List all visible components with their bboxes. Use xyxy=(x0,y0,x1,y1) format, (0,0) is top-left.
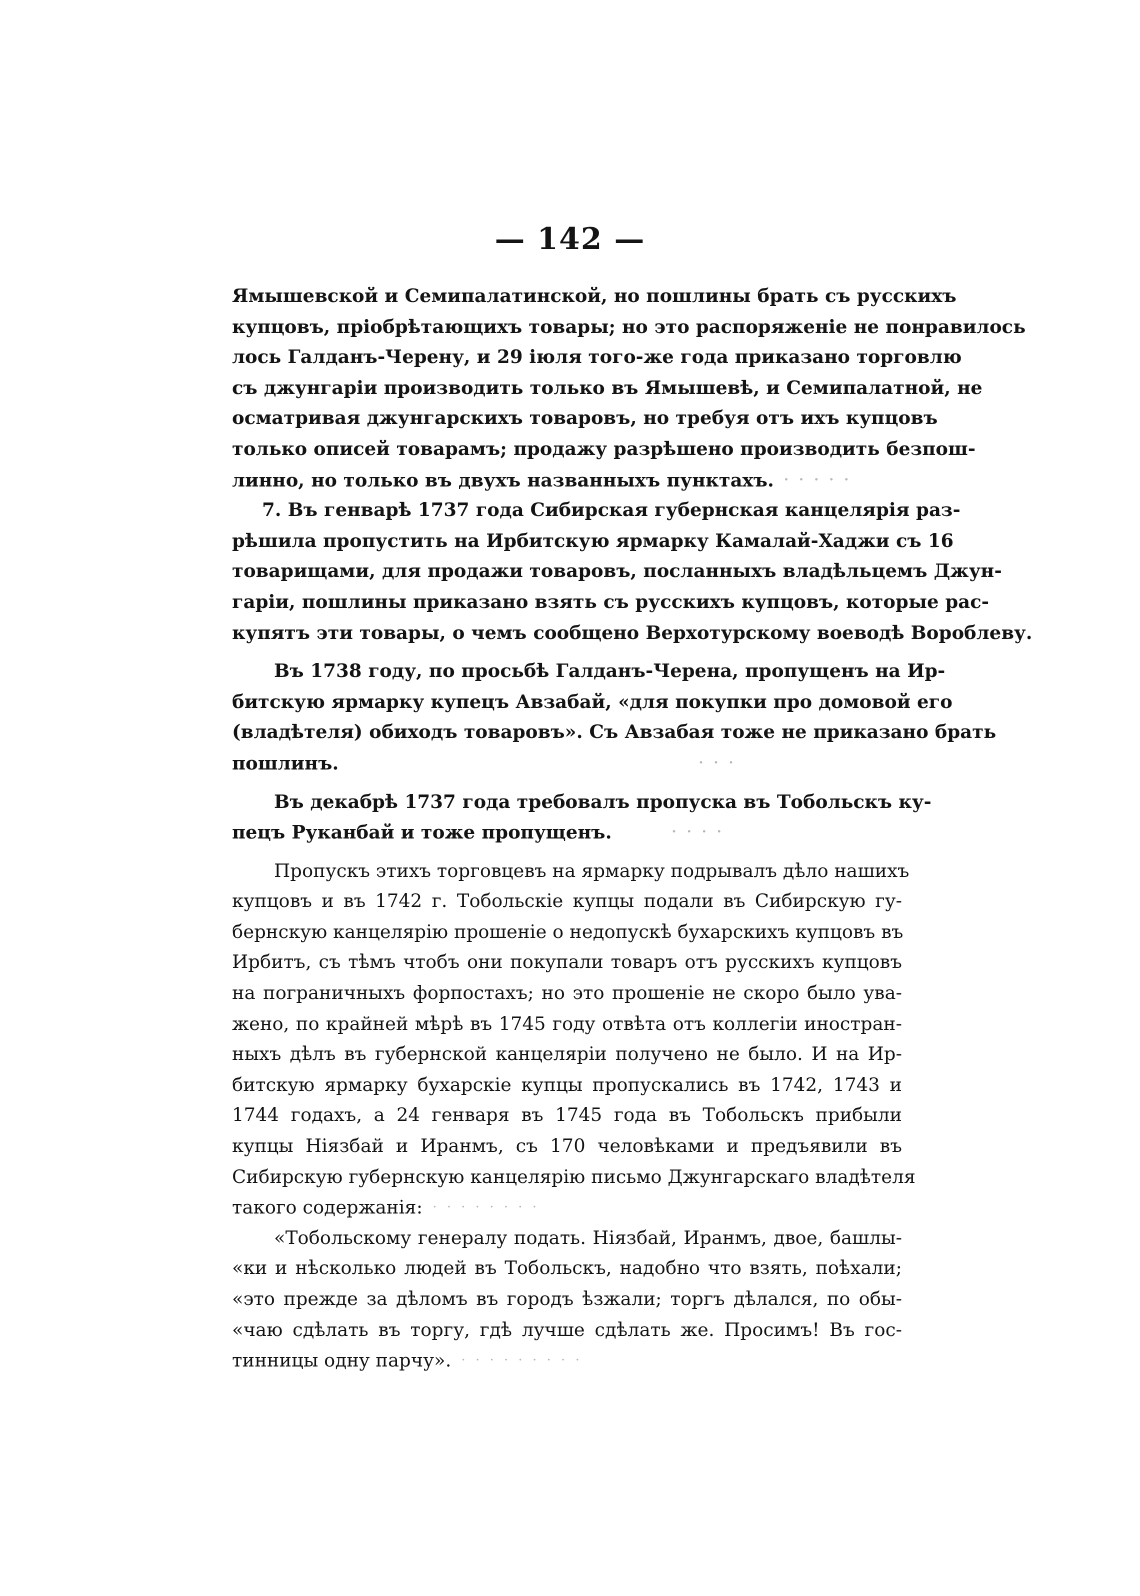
bleed-through-marks: · · · xyxy=(698,755,737,771)
paragraph xyxy=(232,282,1026,496)
text-line: 7. Въ генварѣ 1737 года Сибирская губернская канцелярія раз- xyxy=(262,500,961,522)
text-line: (владѣтеля) обиходъ товаровъ». Съ Авзабая тоже не приказано брать xyxy=(232,722,997,744)
paragraph xyxy=(232,657,997,779)
text-line: лось Галданъ-Черену, и 29 іюля того-же года приказано торговлю xyxy=(232,347,962,369)
text-line: битскую ярмарку купецъ Авзабай, «для покупки про домовой его xyxy=(232,691,953,713)
text-line: 1744 годахъ, а 24 генваря въ 1745 года въ Тобольскъ прибыли xyxy=(232,1105,902,1127)
text-line-content: пошлинъ. xyxy=(232,753,339,775)
text-line: осматривая джунгарскихъ товаровъ, но требуя отъ ихъ купцовъ xyxy=(232,408,938,430)
text-line xyxy=(232,1193,902,1224)
text-line: битскую ярмарку бухарскіе купцы пропускались въ 1742, 1743 и xyxy=(232,1074,902,1096)
page-number: — 142 — xyxy=(494,222,646,257)
text-line: Ирбитъ, съ тѣмъ чтобъ они покупали товаръ отъ русскихъ купцовъ xyxy=(232,952,902,974)
text-line: Пропускъ этихъ торговцевъ на ярмарку подрывалъ дѣло нашихъ xyxy=(274,860,910,882)
paragraph-gap xyxy=(232,849,902,857)
text-line: купцовъ, пріобрѣтающихъ товары; но это распоряженіе не понравилось xyxy=(232,316,1026,338)
text-line: съ джунгаріи производить только въ Ямышевѣ, и Семипалатной, не xyxy=(232,377,983,399)
paragraph-gap xyxy=(232,780,902,788)
text-line: ныхъ дѣлъ въ губернской канцеляріи получено не было. И на Ир- xyxy=(232,1044,902,1066)
text-line: жено, по крайней мѣрѣ въ 1745 году отвѣта отъ коллегіи иностран- xyxy=(232,1013,902,1035)
text-line xyxy=(232,749,902,780)
text-line-content: такого содержанія: xyxy=(232,1197,423,1219)
text-line: Ямышевской и Семипалатинской, но пошлины брать съ русскихъ xyxy=(232,286,957,307)
text-line: Сибирскую губернскую канцелярію письмо Джунгарскаго владѣтеля xyxy=(232,1166,916,1188)
paragraph-gap xyxy=(232,649,902,657)
text-line-content: тинницы одну парчу». xyxy=(232,1350,452,1372)
paragraph xyxy=(232,788,932,849)
bleed-through-marks: · · · · · xyxy=(783,472,852,488)
text-line: купятъ эти товары, о чемъ сообщено Верхотурскому воеводѣ Вороблеву. xyxy=(232,622,1033,644)
text-line: «Тобольскому генералу подать. Ніязбай, Иранмъ, двое, башлы- xyxy=(274,1227,902,1249)
text-line xyxy=(232,466,902,497)
text-line: бернскую канцелярію прошеніе о недопускѣ бухарскихъ купцовъ въ xyxy=(232,921,904,943)
paragraph xyxy=(232,496,1033,649)
text-line xyxy=(232,1346,902,1377)
text-line: «чаю сдѣлать въ торгу, гдѣ лучше сдѣлать же. Просимъ! Въ гос- xyxy=(232,1319,902,1341)
text-line: «это прежде за дѣломъ въ городъ ѣзжали; торгъ дѣлался, по обы- xyxy=(232,1289,902,1310)
text-line: на пограничныхъ форпостахъ; но это прошеніе не скоро было ува- xyxy=(232,983,902,1005)
paragraph xyxy=(232,857,916,1224)
bleed-through-marks: · · · · xyxy=(671,825,725,841)
text-line: купцовъ и въ 1742 г. Тобольскіе купцы подали въ Сибирскую гу- xyxy=(232,891,902,913)
body-text xyxy=(232,282,1033,1377)
text-line: Въ декабрѣ 1737 года требовалъ пропуска въ Тобольскъ ку- xyxy=(274,791,932,813)
text-line-content: пецъ Руканбай и тоже пропущенъ. xyxy=(232,822,612,844)
paragraph xyxy=(232,1224,902,1377)
text-line: гаріи, пошлины приказано взять съ русскихъ купцовъ, которые рас- xyxy=(232,591,990,613)
text-line: товарищами, для продажи товаровъ, посланныхъ владѣльцемъ Джун- xyxy=(232,561,1002,583)
text-line: купцы Ніязбай и Иранмъ, съ 170 человѣками и предъявили въ xyxy=(232,1136,902,1158)
text-line-content: линно, но только въ двухъ названныхъ пунктахъ. xyxy=(232,469,774,491)
bleed-through-marks: · · · · · · · · · xyxy=(461,1353,583,1369)
text-line: рѣшила пропустить на Ирбитскую ярмарку Камалай-Хаджи съ 16 xyxy=(232,530,954,552)
text-line: только описей товарамъ; продажу разрѣшено производить безпош- xyxy=(232,438,976,460)
bleed-through-marks: · · · · · · · · xyxy=(432,1200,540,1216)
text-line xyxy=(232,818,902,849)
text-line: Въ 1738 году, по просьбѣ Галданъ-Черена, пропущенъ на Ир- xyxy=(274,661,946,683)
text-line: «ки и нѣсколько людей въ Тобольскъ, надобно что взять, поѣхали; xyxy=(232,1258,902,1280)
